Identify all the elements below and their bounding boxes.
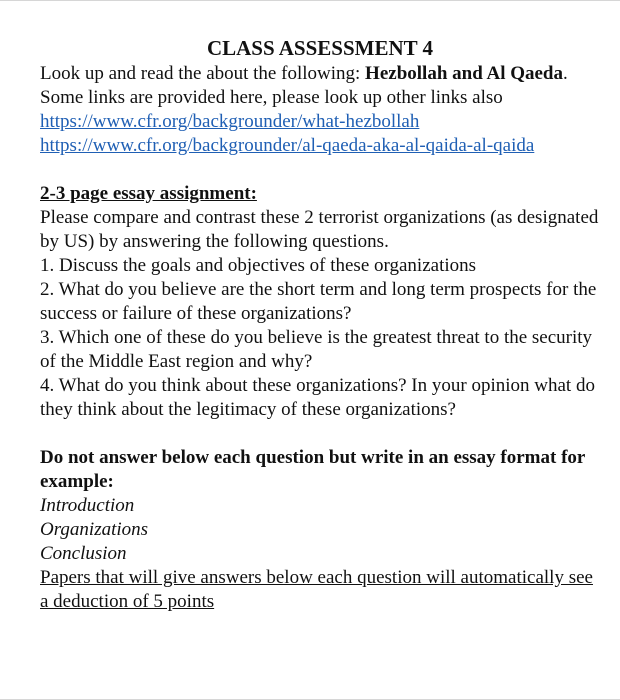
question-item: 3. Which one of these do you believe is the greatest threat to the security of the Middle East region and why? (40, 327, 593, 372)
link-al-qaeda[interactable]: https://www.cfr.org/backgrounder/al-qaeda-aka-al-qaida-al-qaida (40, 135, 535, 156)
deduction-note: Papers that will give answers below each question will automatically see a deduction of 5 points (40, 567, 593, 612)
format-section-organizations: Organizations (40, 519, 149, 540)
links-note: Some links are provided here, please look up other links also (40, 87, 503, 108)
spacer (40, 422, 600, 446)
link-hezbollah[interactable]: https://www.cfr.org/backgrounder/what-hezbollah (40, 111, 420, 132)
question-item: 4. What do you think about these organizations? In your opinion what do they think about the legitimacy of these organizations? (40, 375, 595, 420)
format-section-introduction: Introduction (40, 495, 135, 516)
format-note: Do not answer below each question but write in an essay format for example: (40, 447, 586, 492)
spacer (40, 158, 600, 182)
question-item: 2. What do you believe are the short term and long term prospects for the success or failure of these organizations? (40, 279, 597, 324)
assignment-heading: 2-3 page essay assignment: (40, 183, 257, 204)
intro-topics: Hezbollah and Al Qaeda (365, 63, 563, 84)
page-title: CLASS ASSESSMENT 4 (206, 36, 434, 60)
intro-end: . (563, 63, 568, 84)
question-item: 1. Discuss the goals and objectives of these organizations (40, 255, 477, 276)
intro-lead: Look up and read the about the following: (40, 63, 366, 84)
format-section-conclusion: Conclusion (40, 543, 127, 564)
assignment-intro: Please compare and contrast these 2 terrorist organizations (as designated by US) by answering the following questions. (40, 207, 599, 252)
document-page (40, 34, 600, 614)
intro-paragraph (40, 62, 600, 86)
